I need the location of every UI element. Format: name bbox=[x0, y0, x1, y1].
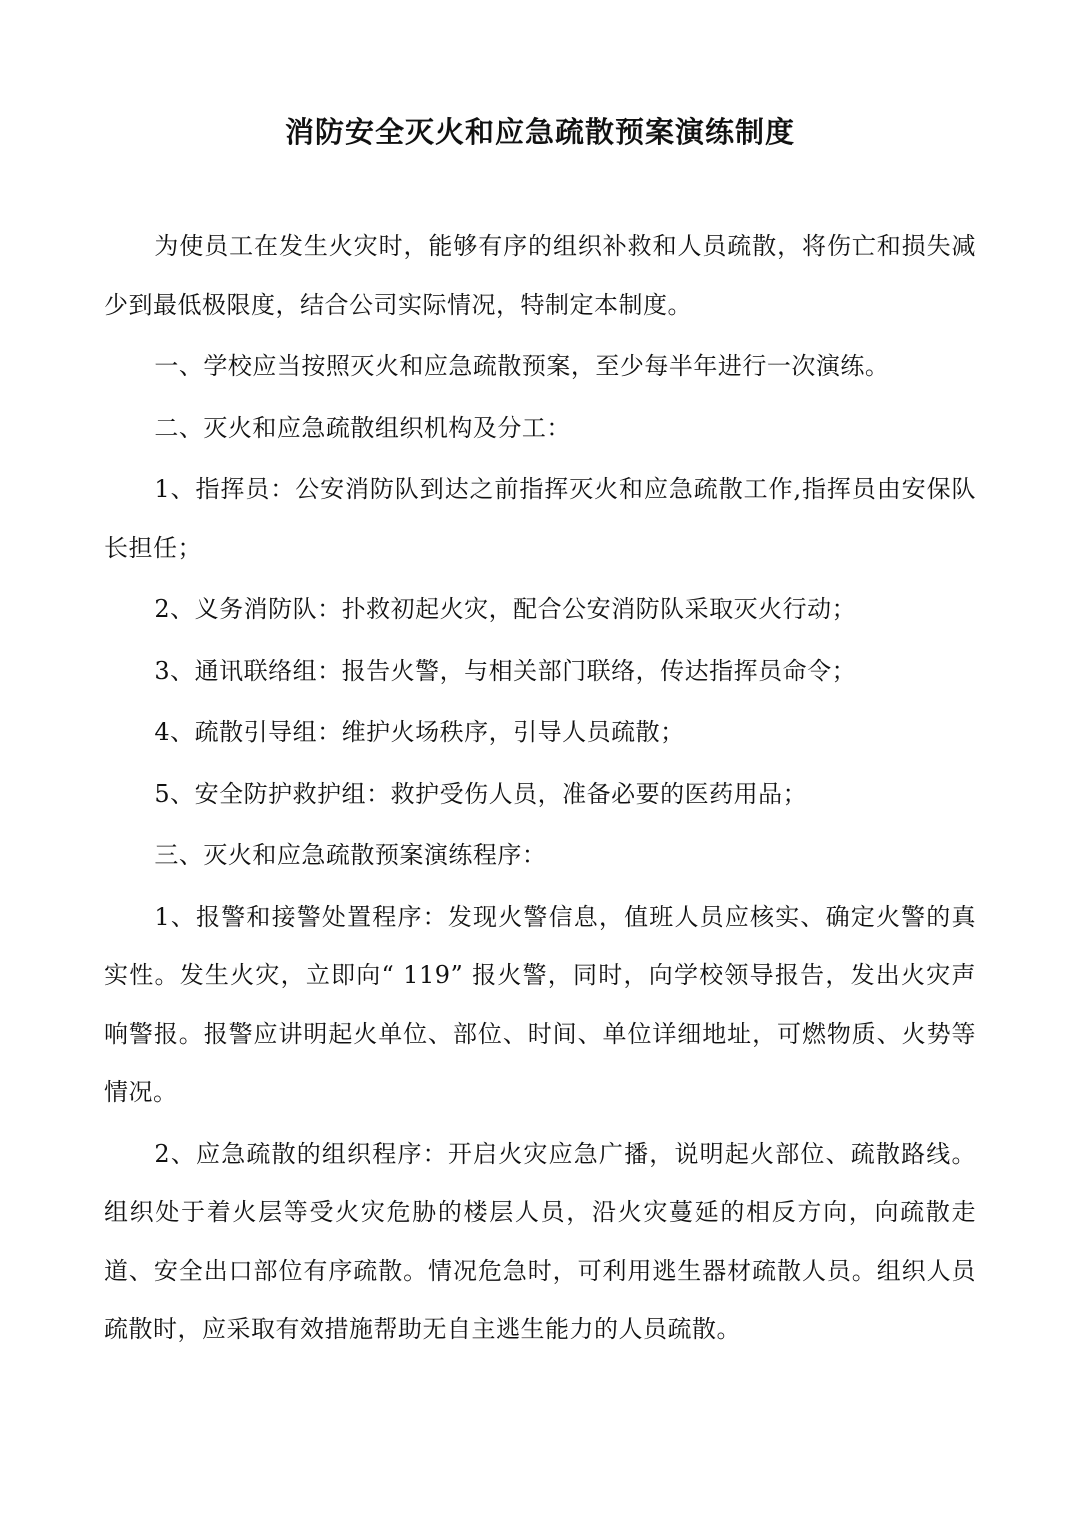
role-volunteer-brigade-paragraph: 2、义务消防队：扑救初起火灾，配合公安消防队采取灭火行动； bbox=[154, 595, 857, 623]
section-3-heading: 三、灭火和应急疏散预案演练程序： bbox=[154, 841, 547, 869]
section-2-heading: 二、灭火和应急疏散组织机构及分工： bbox=[154, 413, 571, 442]
evacuation-procedure-paragraph: 2、应急疏散的组织程序：开启火灾应急广播，说明起火部位、疏散路线。组织处于着火层等受火灾危胁的楼层人员，沿火灾蔓延的相反方向，向疏散走道、安全出口部位有序疏散。情况危急时，可利用逃生器材疏散人员。组织人员疏散时，应采取有效措施帮助无自主逃生能力的人员疏散。 bbox=[104, 1139, 976, 1343]
alarm-procedure-paragraph: 1、报警和接警处置程序：发现火警信息，值班人员应核实、确定火警的真实性。发生火灾，立即向“ 119” 报火警，同时，向学校领导报告，发出火灾声响警报。报警应讲明起火单位、部位、时间、单位详细地址，可燃物质、火势等情况。 bbox=[104, 902, 976, 1106]
intro-paragraph: 为使员工在发生火灾时，能够有序的组织补救和人员疏散，将伤亡和损失减少到最低极限度，结合公司实际情况，特制定本制度。 bbox=[104, 232, 976, 319]
document-title: 消防安全灭火和应急疏散预案演练制度 bbox=[284, 115, 795, 149]
document-body bbox=[104, 217, 976, 1362]
role-evacuation-guide-paragraph: 4、疏散引导组：维护火场秩序，引导人员疏散； bbox=[154, 718, 685, 746]
role-safety-rescue-paragraph: 5、安全防护救护组：救护受伤人员，准备必要的医药用品； bbox=[154, 779, 808, 808]
section-1-paragraph: 一、学校应当按照灭火和应急疏散预案，至少每半年进行一次演练。 bbox=[154, 352, 890, 380]
role-communication-group-paragraph: 3、通讯联络组：报告火警，与相关部门联络，传达指挥员命令； bbox=[154, 656, 857, 685]
role-commander-paragraph: 1、指挥员：公安消防队到达之前指挥灭火和应急疏散工作,指挥员由安保队长担任； bbox=[104, 475, 976, 562]
